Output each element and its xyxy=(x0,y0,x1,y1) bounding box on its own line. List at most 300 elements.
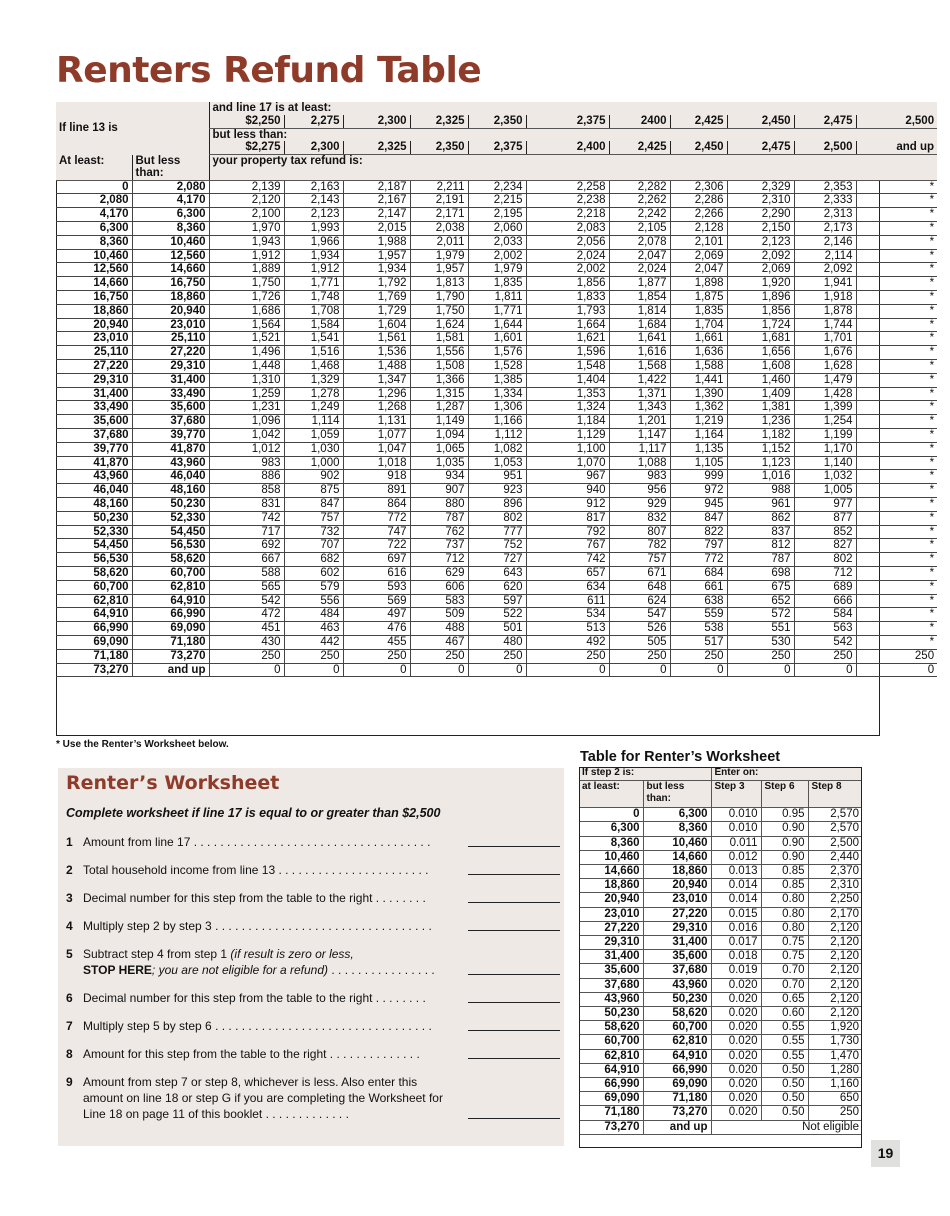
income-at-least: 0 xyxy=(56,180,132,194)
refund-value: 772 xyxy=(343,511,410,525)
refund-value: 1,957 xyxy=(410,263,468,277)
refund-value: 1,236 xyxy=(727,415,794,429)
refund-value: 1,508 xyxy=(410,360,468,374)
renter-table-row xyxy=(579,1021,862,1035)
refund-value: 1,970 xyxy=(209,222,284,236)
refund-value: 875 xyxy=(284,484,343,498)
step6-value: 0.50 xyxy=(761,1092,808,1106)
refund-value: 707 xyxy=(284,539,343,553)
refund-value: 1,581 xyxy=(410,332,468,346)
refund-table-row xyxy=(56,360,937,374)
refund-value: 606 xyxy=(410,580,468,594)
step3-value: 0.015 xyxy=(711,907,761,921)
renter-table-row xyxy=(579,1007,862,1021)
refund-value: 250 xyxy=(727,649,794,663)
step8-value: 2,500 xyxy=(808,836,862,850)
refund-value: 1,875 xyxy=(670,291,727,305)
income-less-than: 16,750 xyxy=(132,277,209,291)
refund-table-row xyxy=(56,304,937,318)
refund-value: 534 xyxy=(526,608,609,622)
refund-value: 648 xyxy=(609,580,670,594)
refund-value: 2,187 xyxy=(343,180,410,194)
step-number: 2 xyxy=(66,863,73,877)
income-at-least: 56,530 xyxy=(56,553,132,567)
refund-value: 1,750 xyxy=(410,304,468,318)
step2-less-than: 66,990 xyxy=(643,1063,711,1077)
refund-value: 1,053 xyxy=(468,456,526,470)
refund-value: 1,790 xyxy=(410,291,468,305)
refund-table-row xyxy=(56,580,937,594)
renters-refund-table xyxy=(56,102,937,677)
step2-at-least: 69,090 xyxy=(579,1092,643,1106)
refund-value: 2,100 xyxy=(209,208,284,222)
refund-value: 2,310 xyxy=(727,194,794,208)
refund-value: 827 xyxy=(794,539,856,553)
refund-value: 1,094 xyxy=(410,429,468,443)
refund-value: 2,171 xyxy=(410,208,468,222)
renter-table-row xyxy=(579,964,862,978)
refund-table-row xyxy=(56,222,937,236)
refund-value: 752 xyxy=(468,539,526,553)
income-less-than: 50,230 xyxy=(132,498,209,512)
step2-at-least: 31,400 xyxy=(579,950,643,964)
refund-value: 1,856 xyxy=(526,277,609,291)
step3-value: 0.020 xyxy=(711,1007,761,1021)
step8-value: 2,370 xyxy=(808,865,862,879)
refund-table-row xyxy=(56,635,937,649)
refund-value: 1,979 xyxy=(410,249,468,263)
refund-value: 1,441 xyxy=(670,373,727,387)
refund-value: 940 xyxy=(526,484,609,498)
step-1-entry-line[interactable] xyxy=(468,846,560,847)
renter-table-row xyxy=(579,1092,862,1106)
refund-table-row xyxy=(56,649,937,663)
refund-value: 918 xyxy=(343,470,410,484)
refund-value: 983 xyxy=(609,470,670,484)
refund-value: 2,147 xyxy=(343,208,410,222)
refund-value: 692 xyxy=(209,539,284,553)
refund-value: 522 xyxy=(468,608,526,622)
step6-value: 0.50 xyxy=(761,1078,808,1092)
refund-table-row xyxy=(56,429,937,443)
refund-value: 767 xyxy=(526,539,609,553)
refund-value: 455 xyxy=(343,635,410,649)
refund-value: 817 xyxy=(526,511,609,525)
step-9-entry-line[interactable] xyxy=(468,1118,560,1119)
refund-value: 1,561 xyxy=(343,332,410,346)
refund-value: * xyxy=(856,567,937,581)
refund-value: 1,541 xyxy=(284,332,343,346)
step-8-entry-line[interactable] xyxy=(468,1058,560,1059)
refund-value: 1,287 xyxy=(410,401,468,415)
refund-value: 1,428 xyxy=(794,387,856,401)
refund-value: 1,516 xyxy=(284,346,343,360)
income-less-than: 25,110 xyxy=(132,332,209,346)
refund-value: 597 xyxy=(468,594,526,608)
step6-value: 0.95 xyxy=(761,808,808,822)
refund-value: 1,184 xyxy=(526,415,609,429)
step2-less-than: 14,660 xyxy=(643,850,711,864)
step8-value: 1,920 xyxy=(808,1021,862,1035)
renter-table-row xyxy=(579,879,862,893)
refund-value: 1,684 xyxy=(609,318,670,332)
income-less-than: 27,220 xyxy=(132,346,209,360)
page-number: 19 xyxy=(871,1140,900,1167)
step2-less-than: 23,010 xyxy=(643,893,711,907)
not-eligible-note: Not eligible xyxy=(711,1120,862,1134)
refund-value: 2,128 xyxy=(670,222,727,236)
refund-value: 1,814 xyxy=(609,304,670,318)
step2-less-than: 62,810 xyxy=(643,1035,711,1049)
step8-value: 2,570 xyxy=(808,808,862,822)
refund-value: 2,092 xyxy=(727,249,794,263)
refund-value: 1,588 xyxy=(670,360,727,374)
renter-table-row xyxy=(579,992,862,1006)
refund-value: 484 xyxy=(284,608,343,622)
refund-table-row xyxy=(56,194,937,208)
refund-value: 565 xyxy=(209,580,284,594)
line17-at-least-value: 2,275 xyxy=(284,115,343,128)
renter-table-row xyxy=(579,1049,862,1063)
refund-value: 667 xyxy=(209,553,284,567)
refund-value: 1,114 xyxy=(284,415,343,429)
refund-table-row xyxy=(56,484,937,498)
refund-value: 492 xyxy=(526,635,609,649)
income-at-least: 18,860 xyxy=(56,304,132,318)
step6-label: Step 6 xyxy=(761,781,808,808)
step2-less-than: 73,270 xyxy=(643,1106,711,1120)
refund-value: 602 xyxy=(284,567,343,581)
step8-value: 2,120 xyxy=(808,936,862,950)
refund-value: 1,934 xyxy=(343,263,410,277)
refund-value: 1,005 xyxy=(794,484,856,498)
income-at-least: 54,450 xyxy=(56,539,132,553)
step-3-entry-line[interactable] xyxy=(468,902,560,903)
refund-value: 1,488 xyxy=(343,360,410,374)
refund-value: 1,353 xyxy=(526,387,609,401)
refund-value: 1,934 xyxy=(284,249,343,263)
refund-value: 1,254 xyxy=(794,415,856,429)
step-7-entry-line[interactable] xyxy=(468,1030,560,1031)
if-line13-header: If line 13 is xyxy=(56,102,209,155)
refund-value: * xyxy=(856,539,937,553)
refund-value: 923 xyxy=(468,484,526,498)
step-number: 5 xyxy=(66,947,73,961)
refund-value: 1,608 xyxy=(727,360,794,374)
step8-value: 1,280 xyxy=(808,1063,862,1077)
refund-value: 1,096 xyxy=(209,415,284,429)
refund-value: 757 xyxy=(609,553,670,567)
refund-value: 2,191 xyxy=(410,194,468,208)
refund-value: 1,624 xyxy=(410,318,468,332)
refund-value: 0 xyxy=(410,663,468,677)
refund-value: 742 xyxy=(209,511,284,525)
refund-value: 2,002 xyxy=(468,249,526,263)
step2-less-than: 37,680 xyxy=(643,964,711,978)
step2-less-than: 27,220 xyxy=(643,907,711,921)
income-at-least: 71,180 xyxy=(56,649,132,663)
refund-value: 1,042 xyxy=(209,429,284,443)
step2-less-than: 18,860 xyxy=(643,865,711,879)
refund-value: 1,496 xyxy=(209,346,284,360)
line17-less-than-value: $2,275 xyxy=(209,141,284,154)
refund-value: 2,123 xyxy=(284,208,343,222)
step-number: 7 xyxy=(66,1019,73,1033)
refund-value: * xyxy=(856,608,937,622)
step3-value: 0.014 xyxy=(711,893,761,907)
refund-value: 2,353 xyxy=(794,180,856,194)
income-at-least: 46,040 xyxy=(56,484,132,498)
refund-value: 1,835 xyxy=(468,277,526,291)
refund-value: * xyxy=(856,484,937,498)
income-less-than: 8,360 xyxy=(132,222,209,236)
income-less-than: 10,460 xyxy=(132,235,209,249)
refund-value: 2,114 xyxy=(794,249,856,263)
refund-value: * xyxy=(856,511,937,525)
refund-value: 1,856 xyxy=(727,304,794,318)
step6-value: 0.75 xyxy=(761,936,808,950)
refund-value: 787 xyxy=(410,511,468,525)
step-number: 4 xyxy=(66,919,73,933)
refund-value: 1,018 xyxy=(343,456,410,470)
income-less-than: 73,270 xyxy=(132,649,209,663)
refund-value: 497 xyxy=(343,608,410,622)
refund-value: 1,568 xyxy=(609,360,670,374)
line17-less-than-value: 2,475 xyxy=(727,141,794,154)
step2-less-than: 29,310 xyxy=(643,921,711,935)
refund-table-row xyxy=(56,525,937,539)
refund-value: * xyxy=(856,360,937,374)
income-at-least: 20,940 xyxy=(56,318,132,332)
refund-value: 912 xyxy=(526,498,609,512)
refund-table-row xyxy=(56,291,937,305)
refund-value: 616 xyxy=(343,567,410,581)
refund-value: 1,912 xyxy=(284,263,343,277)
refund-value: * xyxy=(856,442,937,456)
refund-value: 1,636 xyxy=(670,346,727,360)
refund-value: 2,056 xyxy=(526,235,609,249)
refund-value: 1,012 xyxy=(209,442,284,456)
step2-at-least: 35,600 xyxy=(579,964,643,978)
refund-value: * xyxy=(856,263,937,277)
refund-value: 2,024 xyxy=(526,249,609,263)
refund-value: 2,215 xyxy=(468,194,526,208)
step2-at-least: 23,010 xyxy=(579,907,643,921)
refund-table-row xyxy=(56,511,937,525)
refund-value: 1,268 xyxy=(343,401,410,415)
refund-value: 1,070 xyxy=(526,456,609,470)
refund-value: 1,941 xyxy=(794,277,856,291)
refund-value: 2,306 xyxy=(670,180,727,194)
refund-value: 1,792 xyxy=(343,277,410,291)
step2-less-than: 6,300 xyxy=(643,808,711,822)
step6-value: 0.85 xyxy=(761,865,808,879)
step2-at-least: 58,620 xyxy=(579,1021,643,1035)
refund-value: 657 xyxy=(526,567,609,581)
step2-at-least: 14,660 xyxy=(579,865,643,879)
step2-less-than: 35,600 xyxy=(643,950,711,964)
refund-value: 831 xyxy=(209,498,284,512)
refund-value: 0 xyxy=(343,663,410,677)
step2-at-least: 8,360 xyxy=(579,836,643,850)
step2-at-least: 10,460 xyxy=(579,850,643,864)
refund-value: 1,993 xyxy=(284,222,343,236)
refund-value: 1,943 xyxy=(209,235,284,249)
refund-value: 451 xyxy=(209,622,284,636)
income-less-than: 60,700 xyxy=(132,567,209,581)
refund-value: 1,769 xyxy=(343,291,410,305)
step-6-entry-line[interactable] xyxy=(468,1002,560,1003)
refund-value: * xyxy=(856,415,937,429)
step2-at-least: 43,960 xyxy=(579,992,643,1006)
refund-value: 2,313 xyxy=(794,208,856,222)
refund-value: 1,686 xyxy=(209,304,284,318)
income-at-least: 31,400 xyxy=(56,387,132,401)
refund-value: 907 xyxy=(410,484,468,498)
refund-value: 772 xyxy=(670,553,727,567)
income-at-least: 58,620 xyxy=(56,567,132,581)
refund-table-row xyxy=(56,622,937,636)
line17-less-than-value: and up xyxy=(856,141,937,154)
refund-value: 1,296 xyxy=(343,387,410,401)
refund-value: 634 xyxy=(526,580,609,594)
refund-value: 1,164 xyxy=(670,429,727,443)
refund-value: 2,238 xyxy=(526,194,609,208)
step6-value: 0.80 xyxy=(761,893,808,907)
refund-value: 1,748 xyxy=(284,291,343,305)
refund-value: 572 xyxy=(727,608,794,622)
refund-value: 250 xyxy=(468,649,526,663)
step-4-entry-line[interactable] xyxy=(468,930,560,931)
refund-value: 902 xyxy=(284,470,343,484)
refund-value: 1,371 xyxy=(609,387,670,401)
step2-less-than: 10,460 xyxy=(643,836,711,850)
refund-value: 727 xyxy=(468,553,526,567)
refund-value: 2,038 xyxy=(410,222,468,236)
refund-value: * xyxy=(856,635,937,649)
income-at-least: 60,700 xyxy=(56,580,132,594)
income-less-than: 62,810 xyxy=(132,580,209,594)
income-less-than: 54,450 xyxy=(132,525,209,539)
refund-value: 1,047 xyxy=(343,442,410,456)
refund-value: 652 xyxy=(727,594,794,608)
refund-value: * xyxy=(856,332,937,346)
refund-value: 1,182 xyxy=(727,429,794,443)
refund-value: 1,381 xyxy=(727,401,794,415)
refund-value: 542 xyxy=(794,635,856,649)
refund-value: 1,343 xyxy=(609,401,670,415)
refund-table-row xyxy=(56,208,937,222)
line17-at-least-value: 2,425 xyxy=(670,115,727,128)
refund-value: 480 xyxy=(468,635,526,649)
step2-at-least: 0 xyxy=(579,808,643,822)
refund-value: 682 xyxy=(284,553,343,567)
refund-table-row xyxy=(56,318,937,332)
refund-value: 1,117 xyxy=(609,442,670,456)
refund-value: * xyxy=(856,498,937,512)
step2-at-least: 71,180 xyxy=(579,1106,643,1120)
refund-value: 742 xyxy=(526,553,609,567)
refund-value: 1,793 xyxy=(526,304,609,318)
refund-value: 584 xyxy=(794,608,856,622)
refund-value: 698 xyxy=(727,567,794,581)
step-number: 6 xyxy=(66,991,73,1005)
refund-value: 777 xyxy=(468,525,526,539)
refund-value: 1,105 xyxy=(670,456,727,470)
refund-value: 2,069 xyxy=(727,263,794,277)
refund-value: 2,083 xyxy=(526,222,609,236)
step6-value: 0.60 xyxy=(761,1007,808,1021)
step3-value: 0.017 xyxy=(711,936,761,950)
refund-table-row xyxy=(56,332,937,346)
refund-value: 822 xyxy=(670,525,727,539)
refund-value: 1,621 xyxy=(526,332,609,346)
refund-value: * xyxy=(856,318,937,332)
refund-value: 812 xyxy=(727,539,794,553)
step8-value: 650 xyxy=(808,1092,862,1106)
step3-value: 0.020 xyxy=(711,1021,761,1035)
income-less-than: 4,170 xyxy=(132,194,209,208)
renter-table-title: Table for Renter’s Worksheet xyxy=(580,749,781,765)
refund-value: * xyxy=(856,580,937,594)
step-2-entry-line[interactable] xyxy=(468,874,560,875)
refund-value: 0 xyxy=(609,663,670,677)
step2-at-least: 62,810 xyxy=(579,1049,643,1063)
step2-less-than: 31,400 xyxy=(643,936,711,950)
refund-value: * xyxy=(856,194,937,208)
step3-value: 0.018 xyxy=(711,950,761,964)
refund-table-row xyxy=(56,387,937,401)
refund-value: 929 xyxy=(609,498,670,512)
refund-value: 737 xyxy=(410,539,468,553)
refund-value: 0 xyxy=(526,663,609,677)
refund-value: 1,030 xyxy=(284,442,343,456)
refund-value: 2,329 xyxy=(727,180,794,194)
refund-value: 1,278 xyxy=(284,387,343,401)
refund-value: 1,564 xyxy=(209,318,284,332)
income-less-than: 46,040 xyxy=(132,470,209,484)
refund-value: 1,166 xyxy=(468,415,526,429)
refund-value: 638 xyxy=(670,594,727,608)
step8-value: 1,470 xyxy=(808,1049,862,1063)
refund-value: 1,664 xyxy=(526,318,609,332)
refund-value: 1,813 xyxy=(410,277,468,291)
step2-less-than: 64,910 xyxy=(643,1049,711,1063)
refund-value: 2,282 xyxy=(609,180,670,194)
refund-table-row xyxy=(56,567,937,581)
step6-value: 0.50 xyxy=(761,1063,808,1077)
step-5-entry-line[interactable] xyxy=(468,974,560,975)
step3-value: 0.014 xyxy=(711,879,761,893)
refund-value: * xyxy=(856,277,937,291)
refund-value: 1,604 xyxy=(343,318,410,332)
refund-value: 1,385 xyxy=(468,373,526,387)
refund-value: 556 xyxy=(284,594,343,608)
refund-label: your property tax refund is: xyxy=(209,155,937,181)
income-less-than: 37,680 xyxy=(132,415,209,429)
income-less-than: 56,530 xyxy=(132,539,209,553)
refund-value: 847 xyxy=(284,498,343,512)
refund-value: 250 xyxy=(856,649,937,663)
refund-value: 1,362 xyxy=(670,401,727,415)
but-less-than-label: but less than: xyxy=(209,128,937,141)
step3-value: 0.016 xyxy=(711,921,761,935)
page-title: Renters Refund Table xyxy=(56,50,482,91)
refund-value: 1,329 xyxy=(284,373,343,387)
refund-table-row xyxy=(56,608,937,622)
refund-value: 2,105 xyxy=(609,222,670,236)
refund-table-row xyxy=(56,346,937,360)
